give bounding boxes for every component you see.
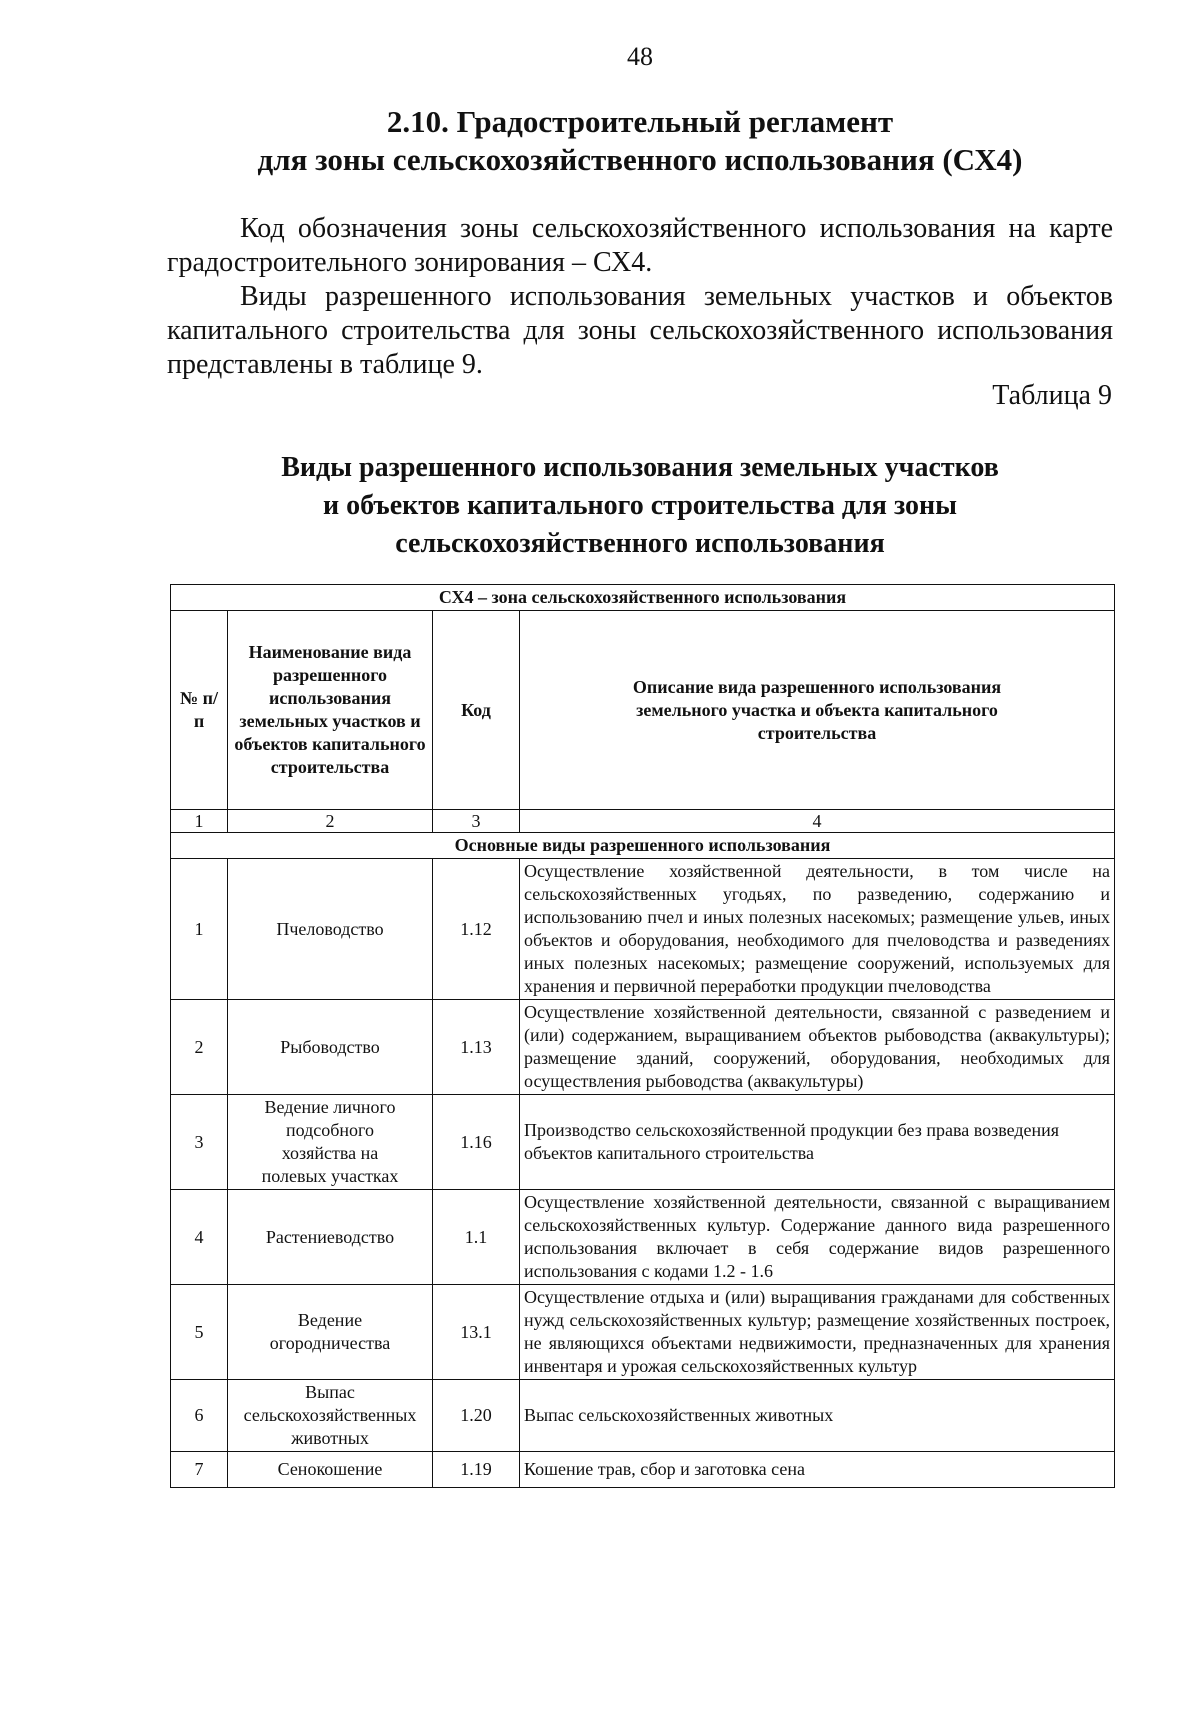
row-description: Осуществление хозяйственной деятельности, в том числе на сельскохозяйственных угодьях, по разведению, содержанию и использованию пчел и иных полезных насекомых; размещение ульев, иных объектов и оборудования, необходимого для пчеловодства и разведениях иных полезных насекомых; размещение сооружений, используемых для хранения и первичной переработки продукции пчеловодства [520,859,1115,1000]
row-code: 1.13 [433,1000,520,1095]
column-number-row [171,810,1115,833]
row-num: 5 [171,1285,228,1380]
row-name: Сенокошение [228,1452,433,1488]
section-heading [170,103,1110,179]
row-description: Производство сельскохозяйственной продукции без права возведения объектов капитального строительства [520,1095,1115,1190]
table-row [171,1095,1115,1190]
table-row [171,1452,1115,1488]
section-title-row [171,833,1115,859]
zone-caption: СХ4 – зона сельскохозяйственного использования [171,585,1115,611]
column-number: 2 [228,810,433,833]
table-title-line-1: Виды разрешенного использования земельных участков [281,452,999,483]
row-num: 1 [171,859,228,1000]
row-name: Рыбоводство [228,1000,433,1095]
row-description: Осуществление хозяйственной деятельности, связанной с выращиванием сельскохозяйственных культур. Содержание данного вида разрешенного использования включает в себя содержание видов разрешенного использования с кодами 1.2 - 1.6 [520,1190,1115,1285]
table-title-line-2: и объектов капитального строительства для зоны [322,490,958,521]
row-num: 2 [171,1000,228,1095]
section-heading-line-1: 2.10. Градостроительный регламент [386,104,894,139]
section-title: Основные виды разрешенного использования [171,833,1115,859]
column-number: 4 [520,810,1115,833]
column-number: 3 [433,810,520,833]
row-code: 1.19 [433,1452,520,1488]
row-name: Растениеводство [228,1190,433,1285]
row-num: 4 [171,1190,228,1285]
row-name: Ведение огородничества [228,1285,433,1380]
zone-caption-row [171,585,1115,611]
row-description: Выпас сельскохозяйственных животных [520,1380,1115,1452]
header-name: Наименование вида разрешенного использования земельных участков и объектов капитального строительства [228,611,433,810]
column-number: 1 [171,810,228,833]
intro-paragraph-1: Код обозначения зоны сельскохозяйственного использования на карте градостроительного зонирования – СХ4. [167,213,1113,278]
table-title-line-3: сельскохозяйственного использования [395,528,885,559]
table-row [171,1000,1115,1095]
row-code: 1.16 [433,1095,520,1190]
row-code: 1.20 [433,1380,520,1452]
row-name: Выпас сельскохозяйственных животных [228,1380,433,1452]
row-num: 7 [171,1452,228,1488]
row-num: 6 [171,1380,228,1452]
permitted-uses-table [170,584,1115,1488]
table-row [171,859,1115,1000]
header-description: Описание вида разрешенного использования земельного участка и объекта капитального строительства [520,611,1115,810]
row-description: Осуществление отдыха и (или) выращивания гражданами для собственных нужд сельскохозяйственных культур; размещение хозяйственных построек, не являющихся объектами недвижимости, предназначенных для хранения инвентаря и урожая сельскохозяйственных культур [520,1285,1115,1380]
table-row [171,1285,1115,1380]
row-name: Ведение личного подсобного хозяйства на полевых участках [228,1095,433,1190]
row-code: 1.1 [433,1190,520,1285]
table-label: Таблица 9 [992,380,1112,411]
table-row [171,1380,1115,1452]
header-num: № п/п [171,611,228,810]
row-description: Осуществление хозяйственной деятельности, связанной с разведением и (или) содержанием, выращиванием объектов рыбоводства (аквакультуры); размещение зданий, сооружений, оборудования, необходимых для осуществления рыбоводства (аквакультуры) [520,1000,1115,1095]
intro-text [167,212,1113,382]
section-heading-line-2: для зоны сельскохозяйственного использования (СХ4) [257,142,1023,177]
table-row [171,1190,1115,1285]
row-num: 3 [171,1095,228,1190]
intro-paragraph-2: Виды разрешенного использования земельных участков и объектов капитального строительства для зоны сельскохозяйственного использования представлены в таблице 9. [167,281,1113,380]
table-title [170,449,1110,563]
header-code: Код [433,611,520,810]
page-number: 48 [627,42,653,71]
row-code: 13.1 [433,1285,520,1380]
row-name: Пчеловодство [228,859,433,1000]
row-description: Кошение трав, сбор и заготовка сена [520,1452,1115,1488]
row-code: 1.12 [433,859,520,1000]
header-row [171,611,1115,810]
